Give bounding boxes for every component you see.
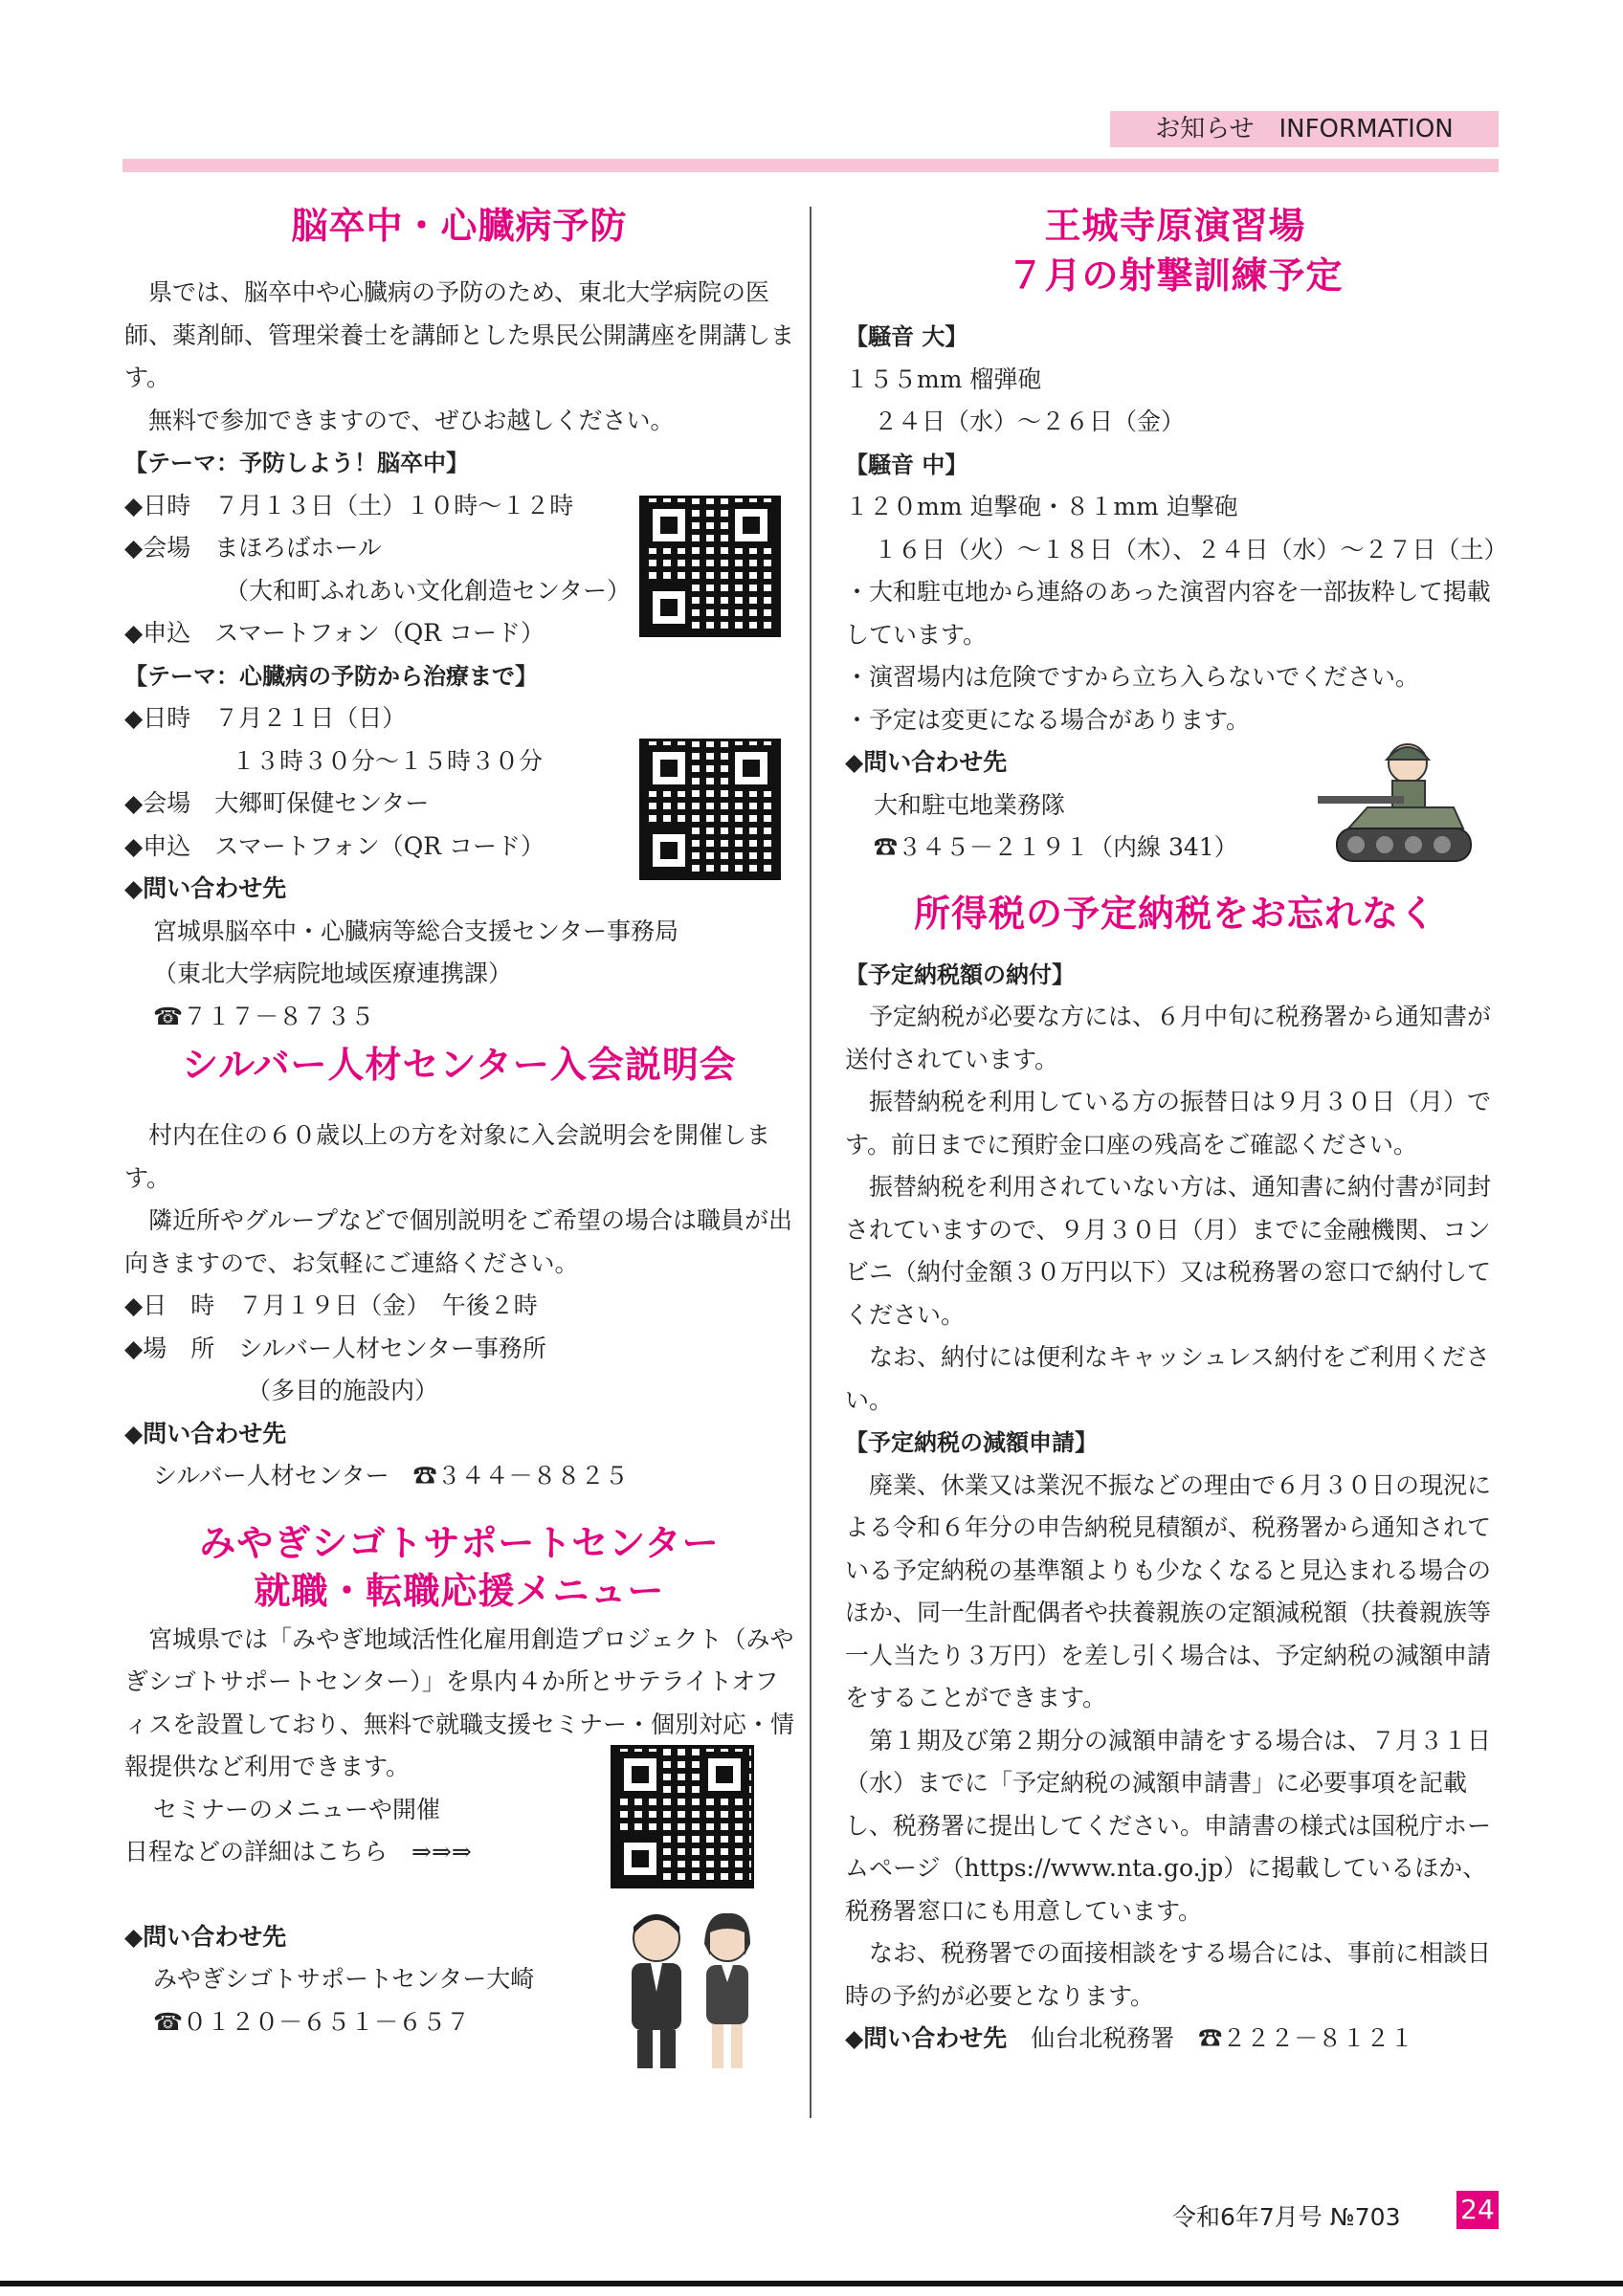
place-note: （多目的施設内） <box>247 1377 439 1404</box>
contact-label: ◆問い合わせ先 <box>124 1419 287 1447</box>
event-apply: ◆申込 スマートフォン（QR コード） <box>124 619 545 647</box>
note-line: ・予定は変更になる場合があります。 <box>845 705 1251 734</box>
tax-article <box>845 889 1505 2061</box>
column-divider <box>810 207 812 2118</box>
schedule-line: １６日（火）～１８日（木）、２４日（水）～２７日（土） <box>874 535 1508 563</box>
contact-org: 大和駐屯地業務隊 <box>874 790 1066 819</box>
event-date: ◆日 時 ７月１９日（金） 午後２時 <box>124 1292 538 1319</box>
firing-article <box>845 201 1508 870</box>
note-line: ・大和駐屯地から連絡のあった演習内容を一部抜粋して掲載しています。 <box>845 578 1491 649</box>
contact-phone: ☎７１７－８７３５ <box>153 1002 375 1030</box>
qr-code-theme1[interactable] <box>639 496 781 637</box>
paragraph: 振替納税を利用されていない方は、通知書に納付書が同封されていますので、９月３０日（月）までに金融機関、コンビニ（納付金額３０万円以下）又は税務署の窓口で納付してください。 <box>845 1173 1492 1329</box>
contact-line: シルバー人材センター ☎３４４－８８２５ <box>153 1462 629 1490</box>
business-people-illustration <box>611 1900 773 2072</box>
event-date: ◆日時 ７月２１日（日） <box>124 704 407 732</box>
contact-label: ◆問い合わせ先 <box>845 748 1008 776</box>
sub-heading: 【予定納税の減額申請】 <box>845 1429 1098 1456</box>
paragraph: なお、税務署での面接相談をする場合には、事前に相談日時の予約が必要となります。 <box>845 1939 1492 2010</box>
seminar-text: セミナーのメニューや開催 <box>153 1795 441 1823</box>
weapon-line: １５５mm 榴弾砲 <box>845 364 1042 393</box>
event-place: ◆場 所 シルバー人材センター事務所 <box>124 1334 546 1362</box>
article-title: 脳卒中・心臓病予防 <box>291 205 628 247</box>
contact-dept: （東北大学病院地域医療連携課） <box>153 960 513 987</box>
event-apply: ◆申込 スマートフォン（QR コード） <box>124 831 545 860</box>
paragraph: 隣近所やグループなどで個別説明をご希望の場合は職員が出向きますので、お気軽にご連絡ください。 <box>124 1206 793 1277</box>
schedule-line: ２４日（水）～２６日（金） <box>874 408 1186 435</box>
event-venue: ◆会場 大郷町保健センター <box>124 789 430 817</box>
note-line: ・演習場内は危険ですから立ち入らないでください。 <box>845 663 1420 691</box>
page-number: 24 <box>1456 2191 1499 2229</box>
seminar-link-text: 日程などの詳細はこちら ⇒⇒⇒ <box>124 1838 472 1866</box>
event-time: １３時３０分～１５時３０分 <box>232 746 544 775</box>
qr-code-theme2[interactable] <box>639 739 781 880</box>
paragraph: 宮城県では「みやぎ地域活性化雇用創造プロジェクト（みやぎシゴトサポートセンター）」を県内４か所とサテライトオフィスを設置しており、無料で就職支援セミナー・個別対応・情報提供など利用できます。 <box>124 1624 795 1780</box>
article-title: みやぎシゴトサポートセンター <box>199 1521 720 1564</box>
contact-org: 宮城県脳卒中・心臓病等総合支援センター事務局 <box>153 916 679 945</box>
contact-org: みやぎシゴトサポートセンター大崎 <box>153 1965 535 1993</box>
contact-line: ◆問い合わせ先 仙台北税務署 ☎２２２－８１２１ <box>845 2024 1414 2052</box>
paragraph: 予定納税が必要な方には、６月中旬に税務署から通知書が送付されています。 <box>845 1003 1492 1073</box>
paragraph: 廃業、休業又は業況不振などの理由で６月３０日の現況による令和６年分の申告納税見積額が、税務署から通知されている予定納税の基準額よりも少なくなると見込まれる場合のほか、同一生計配偶者や扶養親族の定額減税額（扶養親族等一人当たり３万円）を差し引く場合は、予定納税の減額申請をすることができます。 <box>845 1470 1492 1711</box>
noise-heading: 【騒音 中】 <box>845 451 968 478</box>
paragraph: 第１期及び第２期分の減額申請をする場合は、７月３１日（水）までに「予定納税の減額申請書」に必要事項を記載し、税務署に提出してください。申請書の様式は国税庁ホームページ（https://www.nta.go.jp）に掲載しているほか、税務署窓口にも用意しています。 <box>845 1726 1492 1925</box>
silver-article <box>124 1040 794 1498</box>
left-column <box>124 201 794 2043</box>
article-title: 王城寺原演習場 <box>1044 205 1306 247</box>
issue-label: 令和6年7月号 №703 <box>1172 2203 1401 2231</box>
theme-heading: 【テーマ：心臓病の予防から治療まで】 <box>124 662 538 690</box>
event-venue: ◆会場 まほろばホール <box>124 534 382 562</box>
article-title: シルバー人材センター入会説明会 <box>182 1044 737 1086</box>
theme-heading: 【テーマ：予防しよう！脳卒中】 <box>124 450 469 476</box>
contact-phone: ☎３４５－２１９１（内線 341） <box>874 833 1238 861</box>
sub-heading: 【予定納税額の納付】 <box>845 960 1075 988</box>
paragraph: 無料で参加できますので、ぜひお越しください。 <box>148 406 675 434</box>
section-tab: お知らせ INFORMATION <box>1110 111 1499 147</box>
paragraph: 振替納税を利用している方の振替日は９月３０日（月）です。前日までに預貯金口座の残高をご確認ください。 <box>845 1088 1492 1159</box>
paragraph: 村内在住の６０歳以上の方を対象に入会説明会を開催します。 <box>124 1121 771 1192</box>
header-bar <box>122 159 1499 172</box>
paragraph: なお、納付には便利なキャッシュレス納付をご利用ください。 <box>845 1343 1490 1414</box>
event-date: ◆日時 ７月１３日（土）１０時～１２時 <box>124 491 574 519</box>
contact-phone: ☎０１２０－６５１－６５７ <box>153 2007 471 2036</box>
bottom-rule <box>0 2281 1623 2286</box>
noise-heading: 【騒音 大】 <box>845 323 968 350</box>
miyagi-article <box>124 1519 794 2044</box>
article-title: ７月の射撃訓練予定 <box>1007 254 1344 297</box>
stroke-article <box>124 201 794 1038</box>
article-title: 所得税の予定納税をお忘れなく <box>913 892 1436 935</box>
venue-note: （大和町ふれあい文化創造センター） <box>225 576 632 605</box>
weapon-line: １２０mm 迫撃砲・８１mm 迫撃砲 <box>845 493 1238 520</box>
right-column <box>845 201 1508 2061</box>
paragraph: 県では、脳卒中や心臓病の予防のため、東北大学病院の医師、薬剤師、管理栄養士を講師とした県民公開講座を開講します。 <box>124 278 795 391</box>
qr-code-miyagi[interactable] <box>611 1745 754 1888</box>
tank-soldier-illustration <box>1310 737 1480 878</box>
article-title: 就職・転職応援メニュー <box>254 1569 665 1612</box>
contact-label: ◆問い合わせ先 <box>124 1922 287 1951</box>
contact-label: ◆問い合わせ先 <box>124 874 287 902</box>
